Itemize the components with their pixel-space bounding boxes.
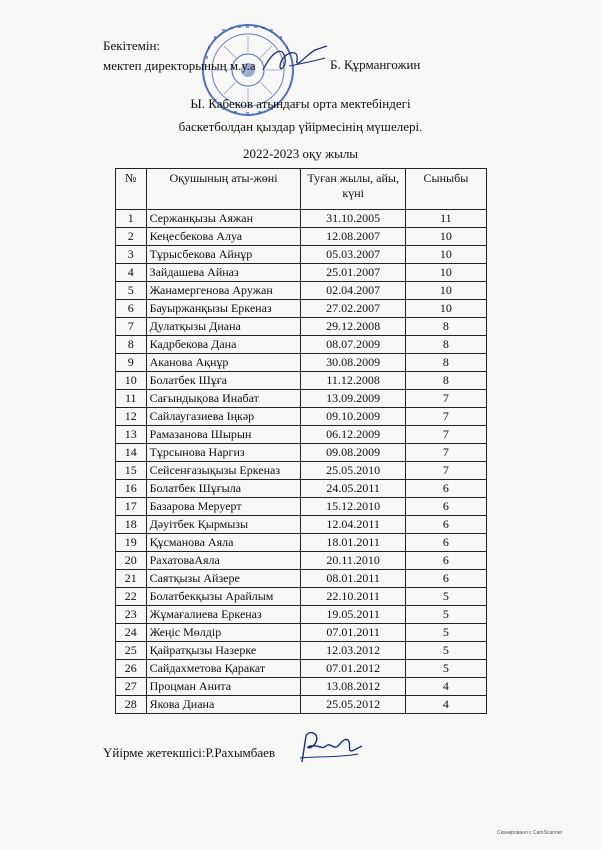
birth-date: 20.11.2010 [301, 552, 405, 570]
table-header-row [116, 169, 487, 210]
table-row [116, 498, 487, 516]
birth-date: 15.12.2010 [301, 498, 405, 516]
birth-date: 05.03.2007 [301, 246, 405, 264]
table-row [116, 282, 487, 300]
student-name: Кадрбекова Дана [146, 336, 301, 354]
row-number: 2 [116, 228, 147, 246]
student-name: Рамазанова Шырын [146, 426, 301, 444]
table-row [116, 660, 487, 678]
student-name: Жұмағалиева Еркеназ [146, 606, 301, 624]
table-row [116, 426, 487, 444]
student-name: Болатбек Шұғыла [146, 480, 301, 498]
birth-date: 08.07.2009 [301, 336, 405, 354]
student-name: Тұрысбекова Айнұр [146, 246, 301, 264]
row-number: 23 [116, 606, 147, 624]
grade: 10 [405, 282, 486, 300]
birth-date: 06.12.2009 [301, 426, 405, 444]
members-table [115, 168, 487, 714]
table-row [116, 336, 487, 354]
birth-date: 12.04.2011 [301, 516, 405, 534]
row-number: 26 [116, 660, 147, 678]
table-row [116, 624, 487, 642]
student-name: Саятқызы Айзере [146, 570, 301, 588]
table-row [116, 228, 487, 246]
grade: 6 [405, 570, 486, 588]
birth-date: 22.10.2011 [301, 588, 405, 606]
academic-year: 2022-2023 оқу жылы [242, 146, 359, 161]
row-number: 27 [116, 678, 147, 696]
birth-date: 30.08.2009 [301, 354, 405, 372]
header-number: № [116, 169, 147, 210]
grade: 5 [405, 624, 486, 642]
birth-date: 09.08.2009 [301, 444, 405, 462]
birth-date: 12.03.2012 [301, 642, 405, 660]
birth-date: 09.10.2009 [301, 408, 405, 426]
birth-date: 02.04.2007 [301, 282, 405, 300]
row-number: 17 [116, 498, 147, 516]
row-number: 14 [116, 444, 147, 462]
table-row [116, 372, 487, 390]
student-name: РахатоваАяла [146, 552, 301, 570]
table-row [116, 678, 487, 696]
row-number: 5 [116, 282, 147, 300]
grade: 4 [405, 678, 486, 696]
row-number: 25 [116, 642, 147, 660]
grade: 10 [405, 264, 486, 282]
director-signature [255, 40, 335, 80]
birth-date: 24.05.2011 [301, 480, 405, 498]
table-row [116, 480, 487, 498]
grade: 7 [405, 426, 486, 444]
table-row [116, 552, 487, 570]
table-row [116, 408, 487, 426]
table-row [116, 390, 487, 408]
director-name: Б. Құрмангожин [330, 57, 421, 72]
grade: 5 [405, 660, 486, 678]
student-name: Дәуітбек Қырмызы [146, 516, 301, 534]
row-number: 24 [116, 624, 147, 642]
row-number: 1 [116, 210, 147, 228]
table-row [116, 246, 487, 264]
director-line: мектеп директорының м.у.а [103, 58, 256, 73]
birth-date: 12.08.2007 [301, 228, 405, 246]
student-name: Сайдахметова Қаракат [146, 660, 301, 678]
grade: 5 [405, 642, 486, 660]
birth-date: 07.01.2011 [301, 624, 405, 642]
student-name: Кеңесбекова Алуа [146, 228, 301, 246]
grade: 7 [405, 408, 486, 426]
student-name: Құсманова Аяла [146, 534, 301, 552]
approve-label: Бекітемін: [103, 38, 161, 53]
birth-date: 25.05.2012 [301, 696, 405, 714]
row-number: 4 [116, 264, 147, 282]
table-row [116, 318, 487, 336]
birth-date: 25.01.2007 [301, 264, 405, 282]
birth-date: 13.08.2012 [301, 678, 405, 696]
birth-date: 13.09.2009 [301, 390, 405, 408]
student-name: Тұрсынова Наргиз [146, 444, 301, 462]
student-name: Болатбек Шұға [146, 372, 301, 390]
student-name: Базарова Меруерт [146, 498, 301, 516]
row-number: 16 [116, 480, 147, 498]
row-number: 10 [116, 372, 147, 390]
student-name: Зайдашева Айназ [146, 264, 301, 282]
header-grade: Сыныбы [405, 169, 486, 210]
row-number: 18 [116, 516, 147, 534]
table-row [116, 300, 487, 318]
row-number: 9 [116, 354, 147, 372]
student-name: Жеңіс Мөлдір [146, 624, 301, 642]
table-row [116, 534, 487, 552]
student-name: Қайратқызы Назерке [146, 642, 301, 660]
grade: 7 [405, 444, 486, 462]
row-number: 20 [116, 552, 147, 570]
table-body [116, 210, 487, 714]
birth-date: 18.01.2011 [301, 534, 405, 552]
grade: 10 [405, 246, 486, 264]
grade: 8 [405, 336, 486, 354]
grade: 4 [405, 696, 486, 714]
approval-block [103, 36, 256, 73]
grade: 6 [405, 534, 486, 552]
grade: 11 [405, 210, 486, 228]
club-leader: Үйірме жетекшісі:Р.Рахымбаев [103, 745, 276, 760]
birth-date: 29.12.2008 [301, 318, 405, 336]
table-row [116, 444, 487, 462]
grade: 6 [405, 552, 486, 570]
row-number: 28 [116, 696, 147, 714]
student-name: Дулатқызы Диана [146, 318, 301, 336]
student-name: Процман Анита [146, 678, 301, 696]
table-row [116, 516, 487, 534]
student-name: Болатбекқызы Арайлым [146, 588, 301, 606]
student-name: Сайлаугазиева Іңкәр [146, 408, 301, 426]
row-number: 13 [116, 426, 147, 444]
student-name: Сержанқызы Аяжан [146, 210, 301, 228]
table-row [116, 354, 487, 372]
birth-date: 08.01.2011 [301, 570, 405, 588]
grade: 8 [405, 354, 486, 372]
header-birthdate: Туған жылы, айы, күні [301, 169, 405, 210]
grade: 6 [405, 516, 486, 534]
table-row [116, 642, 487, 660]
table-row [116, 696, 487, 714]
student-name: Аканова Ақнұр [146, 354, 301, 372]
student-name: Сейсенғазықызы Еркеназ [146, 462, 301, 480]
grade: 10 [405, 228, 486, 246]
birth-date: 11.12.2008 [301, 372, 405, 390]
grade: 6 [405, 480, 486, 498]
title-line-2: баскетболдан қыздар үйірмесінің мүшелері. [178, 119, 423, 134]
table-row [116, 210, 487, 228]
birth-date: 27.02.2007 [301, 300, 405, 318]
student-name: Жанамергенова Аружан [146, 282, 301, 300]
row-number: 19 [116, 534, 147, 552]
row-number: 3 [116, 246, 147, 264]
row-number: 8 [116, 336, 147, 354]
table-row [116, 570, 487, 588]
table-row [116, 462, 487, 480]
row-number: 11 [116, 390, 147, 408]
student-name: Сағындықова Инабат [146, 390, 301, 408]
student-name: Якова Диана [146, 696, 301, 714]
grade: 5 [405, 606, 486, 624]
grade: 7 [405, 462, 486, 480]
table-row [116, 588, 487, 606]
table-row [116, 606, 487, 624]
row-number: 7 [116, 318, 147, 336]
row-number: 12 [116, 408, 147, 426]
grade: 5 [405, 588, 486, 606]
row-number: 15 [116, 462, 147, 480]
title-line-1: Ы. Кабеков атындағы орта мектебіндегі [190, 96, 411, 111]
grade: 8 [405, 318, 486, 336]
scanner-watermark: Сканировано с CamScanner [497, 830, 563, 836]
grade: 6 [405, 498, 486, 516]
birth-date: 31.10.2005 [301, 210, 405, 228]
leader-signature [296, 728, 366, 768]
row-number: 6 [116, 300, 147, 318]
row-number: 22 [116, 588, 147, 606]
birth-date: 25.05.2010 [301, 462, 405, 480]
table-row [116, 264, 487, 282]
student-name: Бауыржанқызы Еркеназ [146, 300, 301, 318]
birth-date: 07.01.2012 [301, 660, 405, 678]
row-number: 21 [116, 570, 147, 588]
birth-date: 19.05.2011 [301, 606, 405, 624]
grade: 7 [405, 390, 486, 408]
grade: 10 [405, 300, 486, 318]
header-name: Оқушының аты-жөні [146, 169, 301, 210]
grade: 8 [405, 372, 486, 390]
